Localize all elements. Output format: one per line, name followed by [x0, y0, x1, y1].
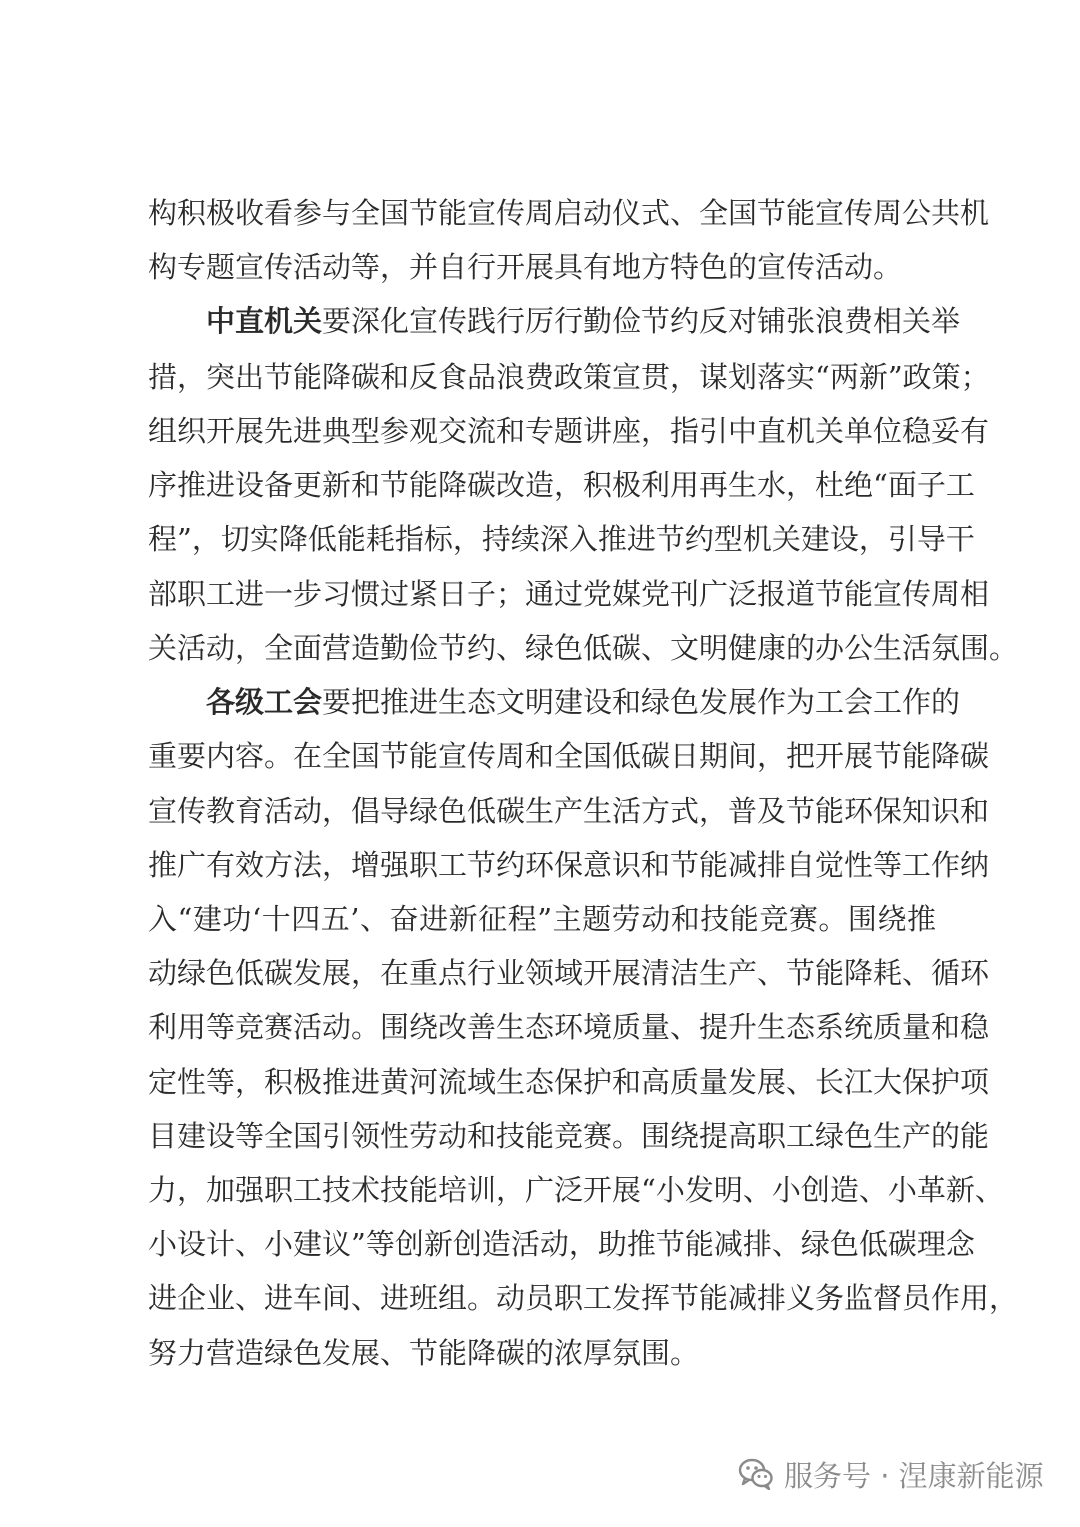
paragraph-2-line-3: 组织开展先进典型参观交流和专题讲座，指引中直机关单位稳妥有 — [148, 414, 990, 448]
watermark — [738, 1452, 1044, 1496]
paragraph-3-line-3: 宣传教育活动，倡导绿色低碳生产生活方式，普及节能环保知识和 — [148, 794, 990, 828]
paragraph-1-line-1: 构积极收看参与全国节能宣传周启动仪式、全国节能宣传周公共机 — [148, 196, 990, 230]
paragraph-2-lead: 中直机关 — [206, 304, 323, 338]
paragraph-2-line-4: 序推进设备更新和节能降碳改造，积极利用再生水，杜绝“面子工 — [148, 468, 975, 502]
paragraph-2-line-2: 措，突出节能降碳和反食品浪费政策宣贯，谋划落实“两新”政策； — [148, 360, 990, 394]
paragraph-3-lead: 各级工会 — [206, 685, 323, 719]
paragraph-2-line-1 — [206, 296, 961, 346]
paragraph-3-line-11: 小设计、小建议”等创新创造活动，助推节能减排、绿色低碳理念 — [148, 1227, 975, 1261]
paragraph-2-line-5: 程”，切实降低能耗指标，持续深入推进节约型机关建设，引导干 — [148, 522, 975, 556]
paragraph-3-line-13: 努力营造绿色发展、节能降碳的浓厚氛围。 — [148, 1336, 700, 1370]
paragraph-3-line-7: 利用等竞赛活动。围绕改善生态环境质量、提升生态系统质量和稳 — [148, 1010, 990, 1044]
paragraph-2-line-7: 关活动，全面营造勤俭节约、绿色低碳、文明健康的办公生活氛围。 — [148, 631, 1019, 665]
paragraph-3-line-6: 动绿色低碳发展，在重点行业领域开展清洁生产、节能降耗、循环 — [148, 956, 990, 990]
paragraph-2-line-1-text: 要深化宣传践行厉行勤俭节约反对铺张浪费相关举 — [322, 304, 961, 338]
paragraph-3-line-9: 目建设等全国引领性劳动和技能竞赛。围绕提高职工绿色生产的能 — [148, 1119, 990, 1153]
paragraph-3-line-1-text: 要把推进生态文明建设和绿色发展作为工会工作的 — [322, 685, 961, 719]
wechat-icon — [738, 1458, 774, 1490]
paragraph-3-line-4: 推广有效方法，增强职工节约环保意识和节能减排自觉性等工作纳 — [148, 848, 990, 882]
paragraph-3-line-8: 定性等，积极推进黄河流域生态保护和高质量发展、长江大保护项 — [148, 1065, 990, 1099]
paragraph-3-line-1 — [206, 677, 961, 727]
watermark-text: 服务号 · 涅康新能源 — [784, 1458, 1044, 1493]
paragraph-2-line-6: 部职工进一步习惯过紧日子；通过党媒党刊广泛报道节能宣传周相 — [148, 577, 990, 611]
paragraph-3-line-2: 重要内容。在全国节能宣传周和全国低碳日期间，把开展节能降碳 — [148, 739, 990, 773]
paragraph-3-line-12: 进企业、进车间、进班组。动员职工发挥节能减排义务监督员作用， — [148, 1281, 1019, 1315]
paragraph-1-line-2: 构专题宣传活动等，并自行开展具有地方特色的宣传活动。 — [148, 250, 903, 284]
paragraph-3-line-5: 入“建功‘十四五’、奋进新征程”主题劳动和技能竞赛。围绕推 — [148, 902, 936, 936]
paragraph-3-line-10: 力，加强职工技术技能培训，广泛开展“小发明、小创造、小革新、 — [148, 1173, 1004, 1207]
